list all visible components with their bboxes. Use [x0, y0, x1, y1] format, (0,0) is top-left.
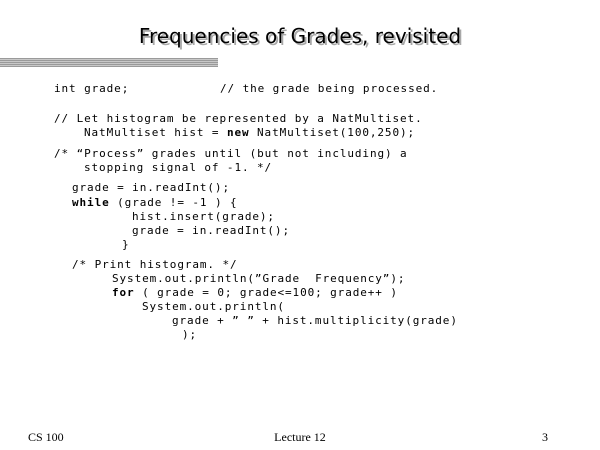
code-text: (grade != -1 ) { — [109, 196, 238, 209]
code-line-println-close: ); — [182, 328, 198, 341]
code-comment-process-cont: stopping signal of -1. */ — [84, 161, 273, 174]
code-line-println-open: System.out.println( — [142, 300, 285, 313]
code-text: NatMultiset(100,250); — [249, 126, 416, 139]
code-line-println-args: grade + ” ” + hist.multiplicity(grade) — [172, 314, 458, 327]
code-line-read-again: grade = in.readInt(); — [132, 224, 290, 237]
code-line-declare-grade: int grade; — [54, 82, 130, 95]
code-line-hist-decl — [84, 126, 415, 140]
keyword-while: while — [72, 196, 110, 209]
code-comment-process: /* “Process” grades until (but not including) a — [54, 147, 408, 160]
keyword-new: new — [226, 126, 250, 139]
code-line-insert: hist.insert(grade); — [132, 210, 275, 223]
keyword-for: for — [112, 286, 135, 299]
code-line-close-brace: } — [122, 238, 130, 251]
code-comment-grade: // the grade being processed. — [220, 82, 439, 95]
footer-page-number: 3 — [542, 430, 548, 444]
code-line-read-grade: grade = in.readInt(); — [72, 181, 230, 194]
code-line-for — [112, 286, 398, 300]
footer-course: CS 100 — [28, 430, 64, 444]
footer-lecture: Lecture 12 — [274, 430, 326, 444]
code-comment-histogram: // Let histogram be represented by a NatMultiset. — [54, 112, 423, 125]
code-line-while — [72, 196, 238, 210]
code-text: ( grade = 0; grade<=100; grade++ ) — [134, 286, 398, 299]
code-text: NatMultiset hist = — [84, 126, 227, 139]
code-line-println-header: System.out.println(”Grade Frequency”); — [112, 272, 406, 285]
code-comment-print: /* Print histogram. */ — [72, 258, 238, 271]
slide-title: Frequencies of Grades, revisited — [138, 24, 462, 48]
